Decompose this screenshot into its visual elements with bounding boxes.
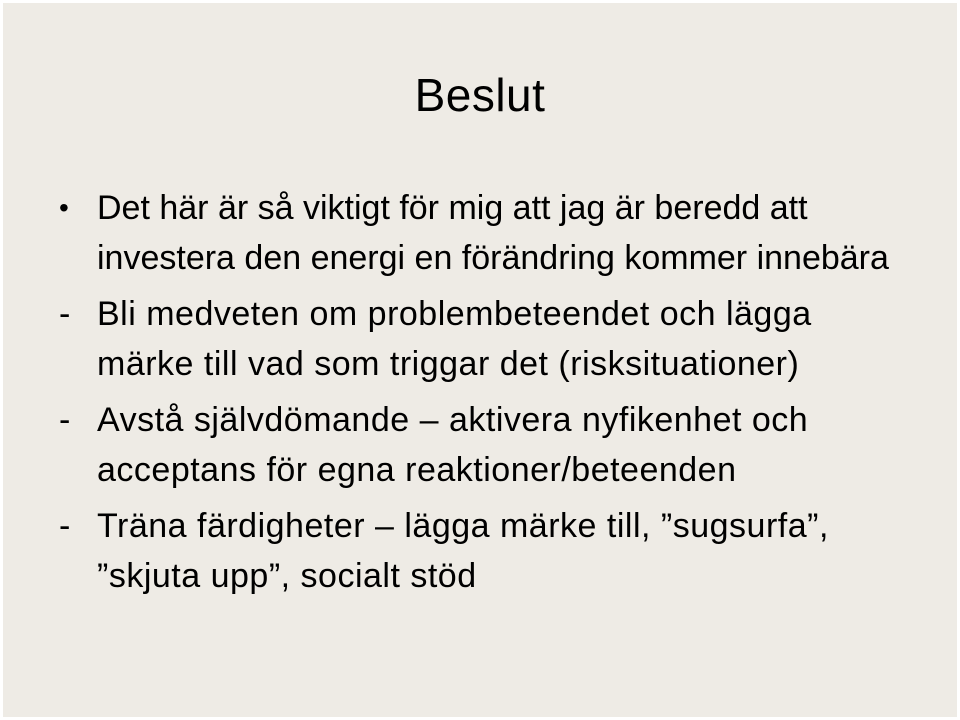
sub-item-text: Träna färdigheter – lägga märke till, ”sugsurfa”, ”skjuta upp”, socialt stöd [97,507,829,595]
slide [3,3,957,717]
dash-marker: - [59,401,71,439]
sub-item-skills [3,501,957,601]
sub-item-text: Avstå självdömande – aktivera nyfikenhet och acceptans för egna reaktioner/beteenden [97,401,809,489]
sub-item-awareness [3,289,957,389]
bullet-marker: • [59,192,69,223]
dash-marker: - [59,507,71,545]
slide-body [3,183,957,607]
sub-item-acceptance [3,395,957,495]
sub-item-text: Bli medveten om problembeteendet och lägga märke till vad som triggar det (risksituationer) [97,295,812,383]
bullet-text: Det här är så viktigt för mig att jag är beredd att investera den energi en förändring kommer innebära [97,189,889,277]
dash-marker: - [59,295,71,333]
slide-title: Beslut [414,69,546,121]
bullet-item [3,183,957,283]
